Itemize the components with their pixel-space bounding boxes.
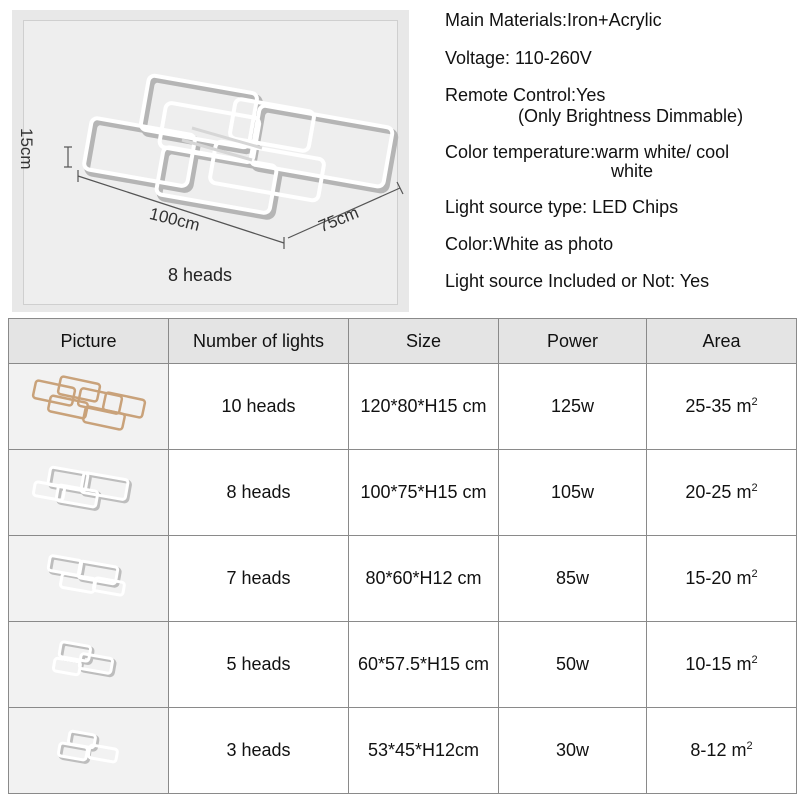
row-lights: 7 heads (169, 536, 349, 622)
white-lamp-thumbnail (9, 622, 169, 708)
table-row (9, 708, 797, 794)
table-header-row (9, 319, 797, 364)
spec-list (445, 8, 795, 292)
depth-dimension: 75cm (315, 202, 362, 237)
row-area: 8-12 $m^2$ (647, 708, 797, 794)
width-dimension: 100cm (147, 204, 202, 235)
height-dimension: 15cm (17, 128, 36, 170)
row-area: 25-35 $m^2$ (647, 364, 797, 450)
product-photo (12, 10, 409, 312)
row-area: 10-15 $m^2$ (647, 622, 797, 708)
spec-remote: Remote Control:Yes (445, 85, 606, 105)
row-power: 50w (499, 622, 647, 708)
row-size: 120*80*H15 cm (349, 364, 499, 450)
row-size: 100*75*H15 cm (349, 450, 499, 536)
product-variants-table (8, 318, 797, 794)
gold-lamp-thumbnail (9, 364, 169, 450)
spec-color-temp-cont: white (611, 161, 654, 181)
table-row (9, 536, 797, 622)
row-size: 53*45*H12cm (349, 708, 499, 794)
table-row (9, 450, 797, 536)
spec-materials: Main Materials:Iron+Acrylic (445, 10, 662, 30)
header-power: Power (499, 319, 647, 364)
spec-light-source-type: Light source type: LED Chips (445, 197, 679, 217)
spec-color-temp: Color temperature:warm white/ cool (445, 142, 730, 162)
row-area: 15-20 $m^2$ (647, 536, 797, 622)
row-size: 80*60*H12 cm (349, 536, 499, 622)
header-number-of-lights: Number of lights (169, 319, 349, 364)
row-power: 85w (499, 536, 647, 622)
spec-remote-note: (Only Brightness Dimmable) (518, 106, 744, 126)
spec-color: Color:White as photo (445, 234, 614, 254)
white-lamp-thumbnail (9, 708, 169, 794)
row-size: 60*57.5*H15 cm (349, 622, 499, 708)
row-lights: 10 heads (169, 364, 349, 450)
white-lamp-thumbnail (9, 536, 169, 622)
row-lights: 8 heads (169, 450, 349, 536)
spec-voltage: Voltage: 110-260V (445, 48, 592, 68)
header-size: Size (349, 319, 499, 364)
row-power: 30w (499, 708, 647, 794)
table-row (9, 364, 797, 450)
table-row (9, 622, 797, 708)
row-power: 105w (499, 450, 647, 536)
header-area: Area (647, 319, 797, 364)
row-lights: 5 heads (169, 622, 349, 708)
row-lights: 3 heads (169, 708, 349, 794)
row-power: 125w (499, 364, 647, 450)
photo-heads-label: 8 heads (168, 265, 233, 285)
row-area: 20-25 $m^2$ (647, 450, 797, 536)
spec-light-included: Light source Included or Not: Yes (445, 271, 710, 291)
header-picture: Picture (9, 319, 169, 364)
white-lamp-thumbnail (9, 450, 169, 536)
